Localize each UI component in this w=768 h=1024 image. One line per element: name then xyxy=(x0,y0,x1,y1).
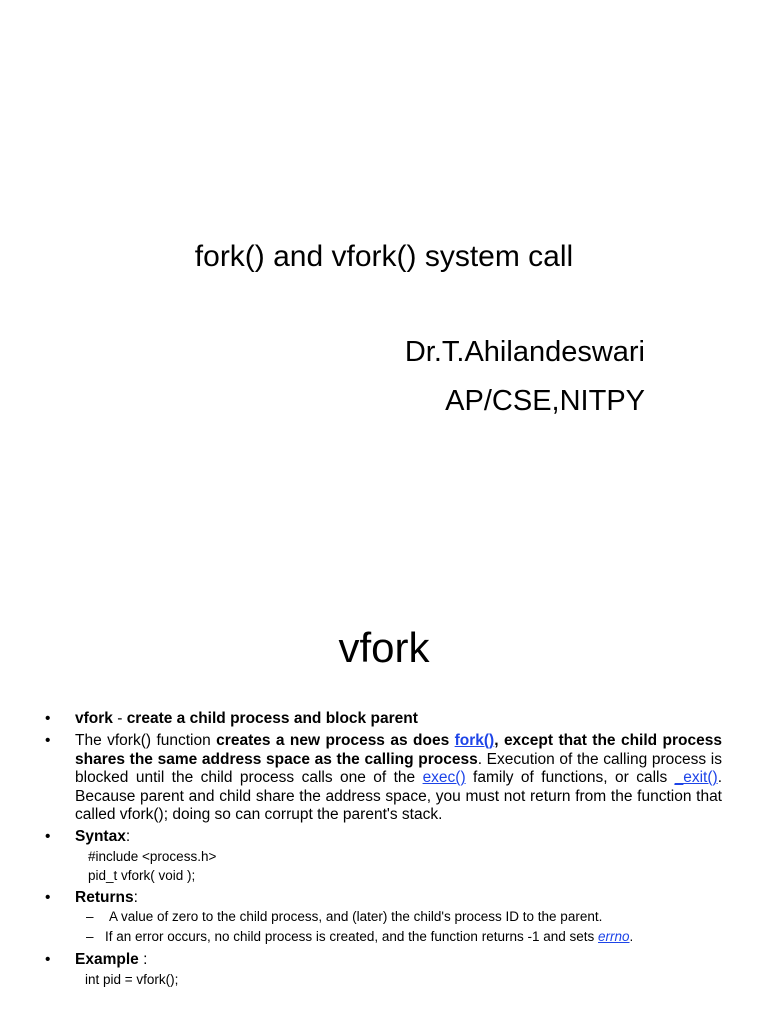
dash-icon: – xyxy=(86,909,94,925)
author-name: Dr.T.Ahilandeswari xyxy=(404,336,645,368)
slide-title: vfork xyxy=(338,624,430,671)
dash-icon: – xyxy=(86,929,94,945)
desc-bold-1: creates a new process as does xyxy=(216,732,455,750)
bullet-description xyxy=(42,732,722,824)
desc-text-1: The vfork() function xyxy=(75,732,217,750)
syntax-line-1: #include <process.h> xyxy=(88,848,217,864)
returns-label: Returns xyxy=(75,888,134,906)
syntax-line-2: pid_t vfork( void ); xyxy=(88,867,196,883)
desc-text-3: family of functions, or calls xyxy=(465,769,675,787)
returns-sub-2 xyxy=(75,927,722,947)
bullet-vfork-summary xyxy=(42,710,722,728)
returns-sub-2-text: If an error occurs, no child process is created, and the function returns -1 and sets xyxy=(105,929,599,945)
exec-link[interactable]: exec() xyxy=(422,769,466,787)
author-affiliation: AP/CSE,NITPY xyxy=(445,385,645,417)
bullet-icon: • xyxy=(45,888,51,906)
presentation-title: fork() and vfork() system call xyxy=(194,240,574,273)
bullet-syntax xyxy=(42,828,722,884)
example-line-1: int pid = vfork(); xyxy=(85,971,179,987)
errno-link[interactable]: errno xyxy=(598,929,630,945)
bullet-icon: • xyxy=(45,951,51,969)
separator: - xyxy=(112,710,127,727)
returns-sub-1 xyxy=(75,907,722,927)
syntax-colon: : xyxy=(125,828,131,846)
bullet-icon: • xyxy=(45,710,51,727)
desc-bold-2: , except that the child process shares the same address space as the calling process xyxy=(75,732,723,768)
summary-text: create a child process and block parent xyxy=(126,710,418,727)
desc-text-2: . Execution of the calling process is blocked until the child process calls one of the xyxy=(75,750,722,787)
slide-body xyxy=(42,710,722,993)
term-vfork: vfork xyxy=(75,710,113,727)
returns-colon: : xyxy=(133,888,138,906)
bullet-icon: • xyxy=(45,732,51,750)
returns-sub-1-text: A value of zero to the child process, and (later) the child's process ID to the parent. xyxy=(109,909,603,925)
example-colon: : xyxy=(138,951,148,969)
example-label: Example xyxy=(75,951,139,969)
bullet-returns xyxy=(42,889,722,947)
desc-text-4: . Because parent and child share the address space, you must not return from the function that called vfork(); doing so can corrupt the parent's stack. xyxy=(75,769,722,824)
fork-link[interactable]: fork() xyxy=(454,732,495,750)
exit-link[interactable]: _exit() xyxy=(674,769,718,787)
returns-sub-2-end: . xyxy=(629,929,634,945)
bullet-icon: • xyxy=(45,828,51,846)
bullet-example xyxy=(42,951,722,988)
syntax-label: Syntax xyxy=(75,828,126,846)
